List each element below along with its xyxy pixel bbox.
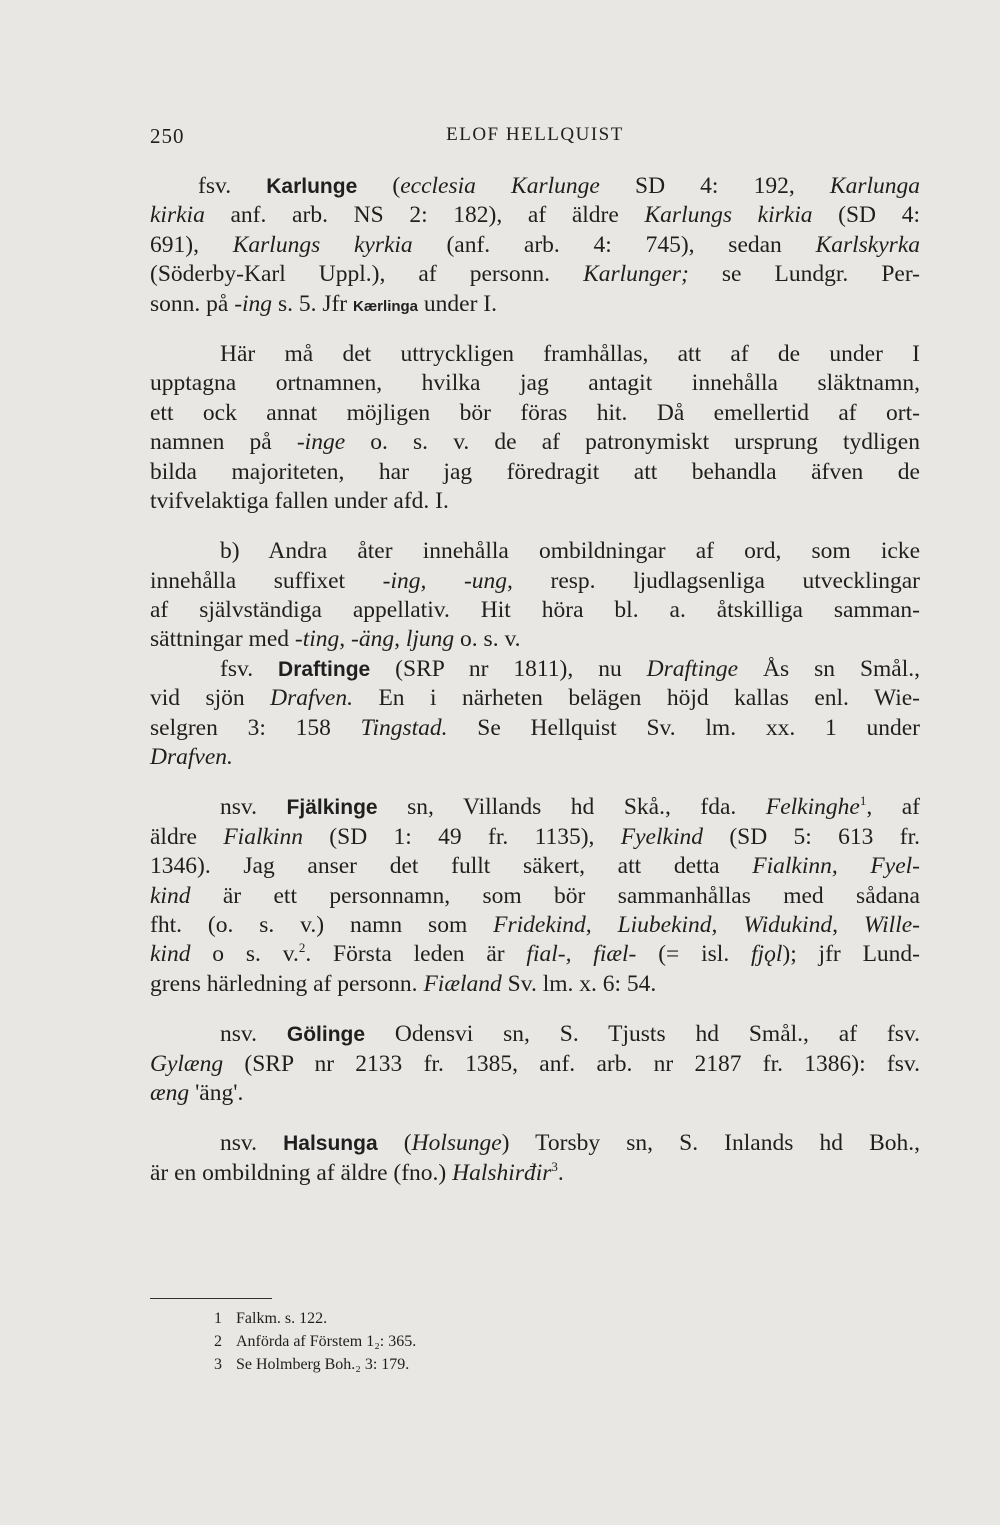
entry-fjalkinge <box>150 793 920 999</box>
headword: Draftinge <box>278 657 371 681</box>
body-text <box>150 172 920 1188</box>
entry-draftinge <box>150 655 920 773</box>
footnote-ref: 1 <box>859 793 867 809</box>
text-line: upptagna ortnamnen, hvilka jag antagit innehålla släktnamn, <box>150 370 920 397</box>
footnote-divider <box>150 1298 272 1299</box>
text-line: kirkia anf. arb. NS 2: 182), af äldre Karlungs kirkia (SD 4: <box>150 202 920 229</box>
entry-halsunga <box>150 1129 920 1188</box>
headword: Karlunge <box>266 175 358 198</box>
text-line: fsv. Draftinge (SRP nr 1811), nu Draftinge Ås sn Smål., <box>220 655 920 682</box>
text-line: fht. (o. s. v.) namn som Fridekind, Liubekind, Widukind, Wille- <box>150 911 920 938</box>
text-line: Drafven. <box>150 744 233 771</box>
running-title: ELOF HELLQUIST <box>446 124 624 145</box>
text-line: æng 'äng'. <box>150 1079 244 1106</box>
text-line: Gylæng (SRP nr 2133 fr. 1385, anf. arb. nr 2187 fr. 1386): fsv. <box>150 1050 920 1077</box>
entry-karlunge <box>150 172 920 319</box>
footnote: 2 Anförda af Förstem 1₂: 365. <box>214 1333 417 1350</box>
text-line: kind är ett personnamn, som bör sammanhållas med sådana <box>150 882 920 909</box>
text-line: är en ombildning af äldre (fno.) Halshirđir$^3$. <box>150 1158 564 1186</box>
page-header <box>150 124 920 154</box>
text-line: äldre Fialkinn (SD 1: 49 fr. 1135), Fyelkind (SD 5: 613 fr. <box>150 823 921 850</box>
text-line: nsv. Halsunga (Holsunge) Torsby sn, S. Inlands hd Boh., <box>220 1130 921 1157</box>
text-line: nsv. Fjälkinge sn, Villands hd Skå., fda. Felkinghe$^1$, af <box>220 793 920 821</box>
text-line: tvifvelaktiga fallen under afd. I. <box>150 487 449 514</box>
footnote-ref: 3 <box>551 1158 558 1174</box>
footnote: 1 Falkm. s. 122. <box>214 1310 328 1327</box>
page-number: 250 <box>150 124 185 148</box>
text-line: (Söderby-Karl Uppl.), af personn. Karlunger; se Lundgr. Per- <box>150 261 921 288</box>
paragraph-remark <box>150 340 920 516</box>
text-line: bilda majoriteten, har jag föredragit att behandla äfven de <box>150 458 920 485</box>
text-line: af självständiga appellativ. Hit höra bl. a. åtskilliga samman- <box>150 597 920 624</box>
text-line: ett ock annat möjligen bör föras hit. Då emellertid af ort- <box>150 399 920 426</box>
text-line: 1346). Jag anser det fullt säkert, att detta Fialkinn, Fyel- <box>150 853 921 880</box>
text-line: Här må det uttryckligen framhållas, att af de under I <box>220 340 920 367</box>
text-line: grens härledning af personn. Fiæland Sv. lm. x. 6: 54. <box>150 970 657 997</box>
footnote: 3 Se Holmberg Boh.₂ 3: 179. <box>214 1356 410 1373</box>
headword: Fjälkinge <box>286 796 378 820</box>
text-line: selgren 3: 158 Tingstad. Se Hellquist Sv. lm. xx. 1 under <box>150 714 920 741</box>
headword: Gölinge <box>286 1023 366 1047</box>
text-line: namnen på -inge o. s. v. de af patronymiskt ursprung tydligen <box>150 429 920 456</box>
text-line: fsv. Karlunge (ecclesia Karlunge SD 4: 192, Karlunga <box>198 173 920 199</box>
text-line: sättningar med -ting, -äng, ljung o. s. v. <box>150 626 521 653</box>
headword: Halsunga <box>283 1132 378 1156</box>
text-line: b) Andra åter innehålla ombildningar af ord, som icke <box>220 538 920 565</box>
entry-golinge <box>150 1020 920 1108</box>
text-line: innehålla suffixet -ing, -ung, resp. ljudlagsenliga utvecklingar <box>150 567 920 594</box>
text-line: kind o s. v.$^2$. Första leden är fial-, fiæl- (= isl. fjǫl); jfr Lund- <box>150 940 920 968</box>
text-line: 691), Karlungs kyrkia (anf. arb. 4: 745), sedan Karlskyrka <box>150 231 920 258</box>
text-line: vid sjön Drafven. En i närheten belägen höjd kallas enl. Wie- <box>150 685 920 712</box>
paragraph-section-b <box>150 537 920 655</box>
text-line: nsv. Gölinge Odensvi sn, S. Tjusts hd Smål., af fsv. <box>220 1021 920 1048</box>
footnotes <box>214 1307 416 1376</box>
footnote-ref: 2 <box>298 940 306 956</box>
text-line: sonn. på -ing s. 5. Jfr Kærlinga under I. <box>150 290 497 317</box>
